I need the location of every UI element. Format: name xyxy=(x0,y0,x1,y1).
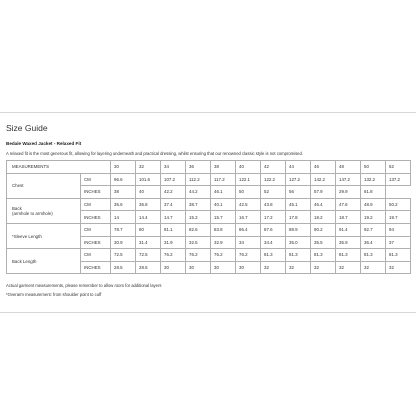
value-cell: 117.2 xyxy=(211,173,236,186)
size-header-cell: 50 xyxy=(361,161,386,174)
value-cell: 16.7 xyxy=(236,211,261,224)
value-cell: 96.6 xyxy=(111,173,136,186)
size-table-body xyxy=(7,161,411,274)
value-cell: 14 xyxy=(111,211,136,224)
page-title: Size Guide xyxy=(6,123,48,133)
value-cell: 81.3 xyxy=(261,249,286,262)
size-header-cell: 34 xyxy=(161,161,186,174)
size-header-cell: 40 xyxy=(236,161,261,174)
size-header-cell: 48 xyxy=(336,161,361,174)
value-cell: 81.3 xyxy=(286,249,311,262)
value-cell: 57.9 xyxy=(311,186,336,199)
measurements-header: MEASUREMENTS xyxy=(7,161,111,174)
value-cell: 72.5 xyxy=(111,249,136,262)
value-cell: 127.2 xyxy=(286,173,311,186)
value-cell: 18.2 xyxy=(311,211,336,224)
value-cell: 30.9 xyxy=(111,236,136,249)
note-garment-measurements: Actual garment measurements, please remember to allow room for additional layers xyxy=(6,283,162,288)
value-cell: 32 xyxy=(361,261,386,274)
value-cell: 32 xyxy=(261,261,286,274)
value-cell: 112.2 xyxy=(186,173,211,186)
size-header-row xyxy=(7,161,411,174)
value-cell: 82.6 xyxy=(186,223,211,236)
value-cell: 137.2 xyxy=(386,173,411,186)
value-cell: 142.2 xyxy=(311,173,336,186)
unit-cell: CM xyxy=(81,249,111,262)
measurement-row xyxy=(7,198,411,211)
value-cell: 42.5 xyxy=(236,198,261,211)
measurement-label: Chest xyxy=(7,173,81,198)
value-cell: 32.5 xyxy=(186,236,211,249)
value-cell: 76.2 xyxy=(161,249,186,262)
value-cell: 36.4 xyxy=(361,236,386,249)
value-cell: 31.9 xyxy=(161,236,186,249)
value-cell: 88.9 xyxy=(286,223,311,236)
value-cell: 32 xyxy=(286,261,311,274)
value-cell: 44.2 xyxy=(186,186,211,199)
measurement-label: Back Length xyxy=(7,249,81,274)
value-cell: 35.9 xyxy=(336,236,361,249)
value-cell: 31.4 xyxy=(136,236,161,249)
value-cell: 101.6 xyxy=(136,173,161,186)
value-cell: 52 xyxy=(261,186,286,199)
size-table xyxy=(6,160,411,274)
value-cell: 147.2 xyxy=(336,173,361,186)
value-cell: 40.1 xyxy=(211,198,236,211)
value-cell: 83.8 xyxy=(211,223,236,236)
value-cell: 32.9 xyxy=(211,236,236,249)
value-cell: 90.2 xyxy=(311,223,336,236)
value-cell: 15.7 xyxy=(211,211,236,224)
measurement-label: Back (armhole to armhole) xyxy=(7,198,81,223)
value-cell: 72.5 xyxy=(136,249,161,262)
value-cell: 19.7 xyxy=(386,211,411,224)
value-cell: 47.6 xyxy=(336,198,361,211)
value-cell: 17.2 xyxy=(261,211,286,224)
value-cell: 43.8 xyxy=(261,198,286,211)
top-divider xyxy=(0,112,416,113)
size-header-cell: 36 xyxy=(186,161,211,174)
value-cell: 61.8 xyxy=(361,186,386,199)
size-header-cell: 44 xyxy=(286,161,311,174)
bottom-divider xyxy=(0,312,416,313)
value-cell: 30 xyxy=(236,261,261,274)
value-cell: 80 xyxy=(136,223,161,236)
value-cell: 34 xyxy=(236,236,261,249)
value-cell: 32 xyxy=(386,261,411,274)
value-cell: 30 xyxy=(161,261,186,274)
size-header-cell: 32 xyxy=(136,161,161,174)
value-cell: 35.5 xyxy=(311,236,336,249)
value-cell: 19.2 xyxy=(361,211,386,224)
value-cell: 35.0 xyxy=(286,236,311,249)
value-cell: 81.1 xyxy=(161,223,186,236)
size-header-cell: 42 xyxy=(261,161,286,174)
value-cell: 107.2 xyxy=(161,173,186,186)
value-cell: 81.3 xyxy=(311,249,336,262)
value-cell: 81.3 xyxy=(361,249,386,262)
unit-cell: CM xyxy=(81,198,111,211)
value-cell: 29.9 xyxy=(336,186,361,199)
unit-cell: INCHES xyxy=(81,211,111,224)
value-cell: 46.4 xyxy=(311,198,336,211)
value-cell: 50 xyxy=(236,186,261,199)
fit-description: A relaxed fit is the most generous fit, allowing for layering underneath and practical dressing, whilst ensuring that our renowned classic style is not compromised. xyxy=(6,151,303,156)
value-cell: 86.4 xyxy=(236,223,261,236)
value-cell: 38 xyxy=(111,186,136,199)
product-name: Bedale Waxed Jacket - Relaxed Fit xyxy=(6,141,82,146)
value-cell: 81.3 xyxy=(386,249,411,262)
value-cell: 122.2 xyxy=(261,173,286,186)
value-cell: 91.4 xyxy=(336,223,361,236)
value-cell: 14.7 xyxy=(161,211,186,224)
note-overarm: *Overarm measurement: from shoulder point to cuff xyxy=(6,292,102,297)
value-cell: 122.1 xyxy=(236,173,261,186)
value-cell: 76.2 xyxy=(236,249,261,262)
value-cell: 42.2 xyxy=(161,186,186,199)
value-cell: 38.7 xyxy=(186,198,211,211)
value-cell: 34.4 xyxy=(261,236,286,249)
value-cell: 17.8 xyxy=(286,211,311,224)
unit-cell: INCHES xyxy=(81,261,111,274)
size-header-cell: 38 xyxy=(211,161,236,174)
value-cell: 87.6 xyxy=(261,223,286,236)
value-cell: 92.7 xyxy=(361,223,386,236)
value-cell: 15.2 xyxy=(186,211,211,224)
value-cell: 32 xyxy=(311,261,336,274)
unit-cell: INCHES xyxy=(81,186,111,199)
unit-cell: CM xyxy=(81,223,111,236)
value-cell: 132.2 xyxy=(361,173,386,186)
value-cell: 48.9 xyxy=(361,198,386,211)
size-header-cell: 46 xyxy=(311,161,336,174)
value-cell: 81.3 xyxy=(336,249,361,262)
value-cell: 78.7 xyxy=(111,223,136,236)
unit-cell: INCHES xyxy=(81,236,111,249)
value-cell: 30 xyxy=(211,261,236,274)
value-cell: 32 xyxy=(336,261,361,274)
value-cell: 28.5 xyxy=(136,261,161,274)
value-cell: 56 xyxy=(286,186,311,199)
measurement-row xyxy=(7,249,411,262)
value-cell: 76.2 xyxy=(186,249,211,262)
value-cell: 46.1 xyxy=(211,186,236,199)
value-cell: 30 xyxy=(186,261,211,274)
value-cell: 94 xyxy=(386,223,411,236)
unit-cell: CM xyxy=(81,173,111,186)
measurement-row xyxy=(7,173,411,186)
value-cell: 35.6 xyxy=(111,198,136,211)
value-cell: 37 xyxy=(386,236,411,249)
value-cell: 37.4 xyxy=(161,198,186,211)
value-cell: 28.5 xyxy=(111,261,136,274)
size-header-cell: 52 xyxy=(386,161,411,174)
value-cell: 76.2 xyxy=(211,249,236,262)
measurement-label: *Sleeve Length xyxy=(7,223,81,248)
value-cell: 40 xyxy=(136,186,161,199)
value-cell: 36.8 xyxy=(136,198,161,211)
value-cell: 18.7 xyxy=(336,211,361,224)
size-header-cell: 30 xyxy=(111,161,136,174)
measurement-row xyxy=(7,223,411,236)
value-cell: 50.2 xyxy=(386,198,411,211)
value-cell: 45.1 xyxy=(286,198,311,211)
value-cell: 14.4 xyxy=(136,211,161,224)
